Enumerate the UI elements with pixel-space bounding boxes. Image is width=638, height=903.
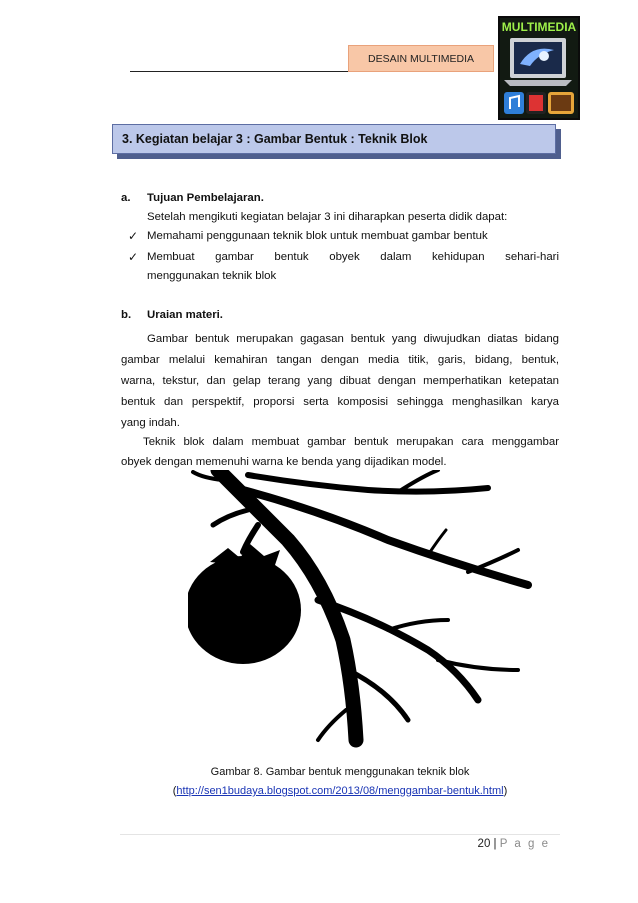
para1-line-2: gambar melalui kemahiran tangan dengan media titik, garis, bidang, bentuk, [121,354,559,366]
para1-line-4: bentuk dan perspektif, proporsi serta komposisi sehingga menghasilkan karya [121,396,559,408]
checkmark-icon: ✓ [128,229,139,243]
section-title: 3. Kegiatan belajar 3 : Gambar Bentuk : Teknik Blok [112,124,556,154]
figure-caption: Gambar 8. Gambar bentuk menggunakan teknik blok [210,766,470,778]
header-rule [130,71,348,72]
para2-line-1: Teknik blok dalam membuat gambar bentuk merupakan cara menggambar [143,436,559,448]
checkmark-icon: ✓ [128,250,139,264]
source-link[interactable]: http://sen1budaya.blogspot.com/2013/08/menggambar-bentuk.html [176,785,504,797]
branch-fruit-illustration [188,470,558,756]
multimedia-logo [496,14,582,122]
page-separator: | [493,838,497,850]
part-a-heading: Tujuan Pembelajaran. [147,192,264,204]
page-word: P a g e [499,838,550,850]
para1-line-3: warna, tekstur, dan gelap terang yang dibuat dengan memperhatikan ketepatan [121,375,559,387]
source-close-paren: ) [503,785,508,797]
part-a-intro: Setelah mengikuti kegiatan belajar 3 ini diharapkan peserta didik dapat: [147,211,508,223]
objective-item-1: Memahami penggunaan teknik blok untuk membuat gambar bentuk [147,230,488,242]
footer-rule [120,834,560,835]
figure-source [120,785,560,797]
objective-item-2-continued: menggunakan teknik blok [147,270,277,282]
part-b-heading: Uraian materi. [147,309,223,321]
logo-text: MULTIMEDIA [501,20,577,34]
para2-line-2: obyek dengan memenuhi warna ke benda yang dijadikan model. [121,456,447,468]
objective-item-2: Membuat gambar bentuk obyek dalam kehidupan sehari-hari [147,251,559,263]
para1-line-5: yang indah. [121,417,180,429]
para1-line-1: Gambar bentuk merupakan gagasan bentuk yang diwujudkan diatas bidang [147,333,559,345]
header-label: DESAIN MULTIMEDIA [348,45,494,72]
source-open-paren: ( [172,785,177,797]
page-footer [400,838,550,850]
part-a-marker: a. [121,192,131,204]
page-number: 20 [477,838,491,850]
part-b-marker: b. [121,309,132,321]
